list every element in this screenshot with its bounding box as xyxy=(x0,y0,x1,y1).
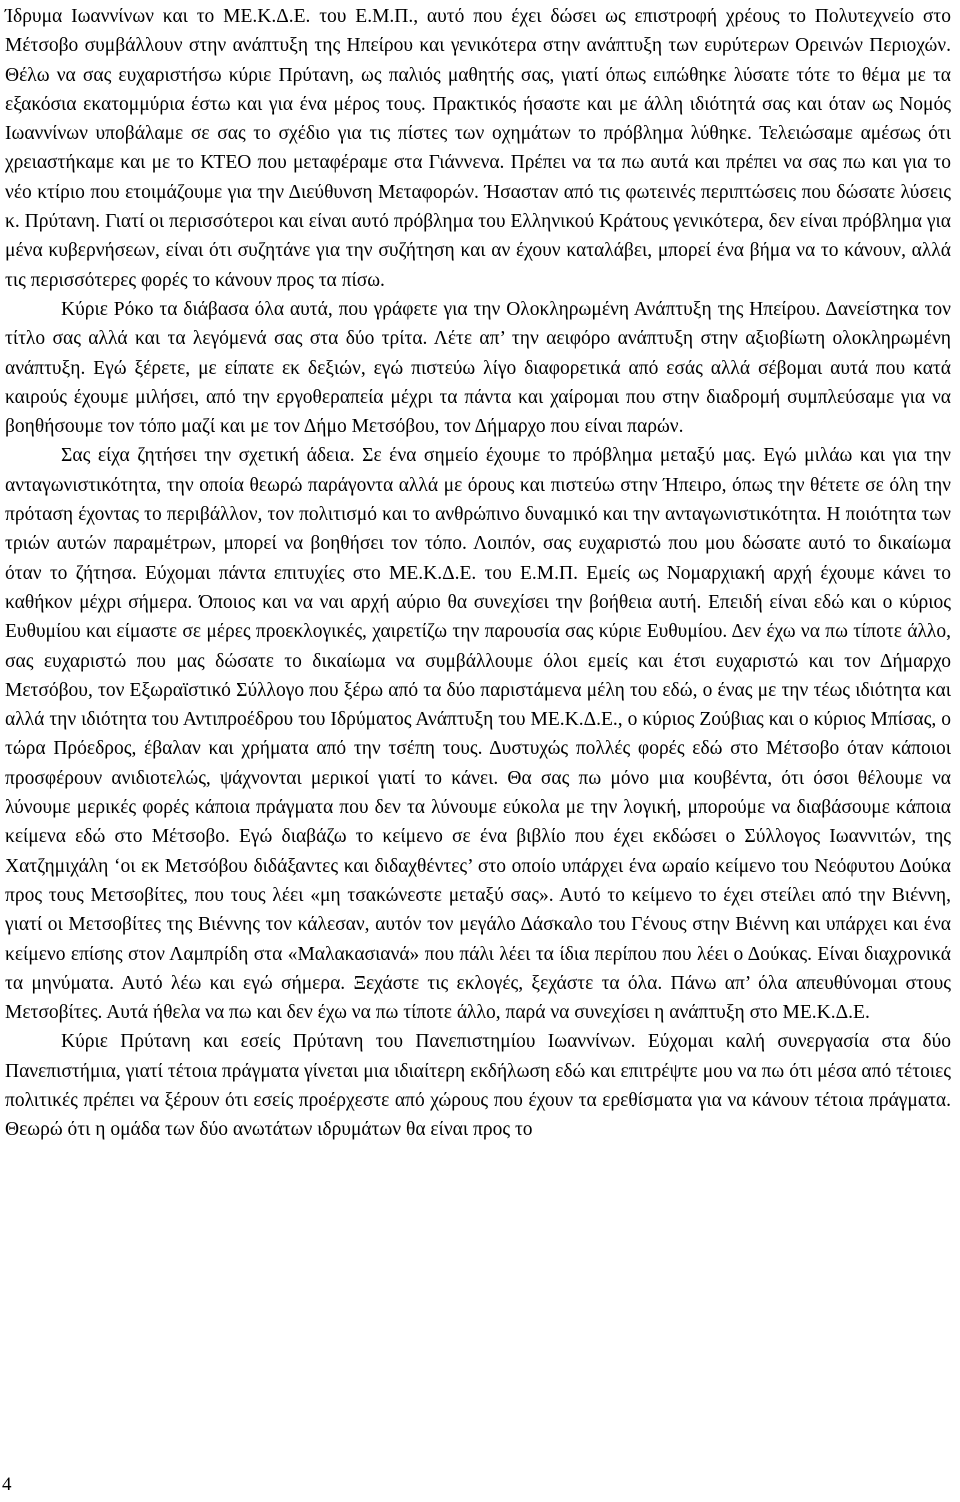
document-body xyxy=(5,2,951,1145)
paragraph-4: Κύριε Πρύτανη και εσείς Πρύτανη του Πανεπιστημίου Ιωαννίνων. Εύχομαι καλή συνεργασία στα δύο Πανεπιστήμια, γιατί τέτοια πράγματα γίνεται μια ιδιαίτερη εκδήλωση εδώ και επιτρέψτε μου να πω ότι μέσα από τέτοιες πολιτικές πρέπει να ξέρουν ότι εσείς προέρχεστε από χώρους που έχουν τα ερεθίσματα για να κάνουν τέτοια πράγματα. Θεωρώ ότι η ομάδα των δύο ανωτάτων ιδρυμάτων θα είναι προς το xyxy=(5,1031,951,1141)
paragraph-3: Σας είχα ζητήσει την σχετική άδεια. Σε ένα σημείο έχουμε το πρόβλημα μεταξύ μας. Εγώ μιλάω και για την ανταγωνιστικότητα, την οποία θεωρώ παράγοντα αλλά με όρους και πιστεύω στην Ήπειρο, όπως την θέτετε σε όλη την πρόταση έχοντας το περιβάλλον, τον πολιτισμό και το ανθρώπινο δυναμικό και την ανταγωνιστικότητα. Η ποιότητα των τριών αυτών παραμέτρων, μπορεί να βοηθήσει τον τόπο. Λοιπόν, σας ευχαριστώ που μου δώσατε αυτό το δικαίωμα όταν το ζήτησα. Εύχομαι πάντα επιτυχίες στο ΜΕ.Κ.Δ.Ε. του Ε.Μ.Π. Εμείς ως Νομαρχιακή αρχή έχουμε κάνει το καθήκον μέχρι σήμερα. Όποιος και να ναι αρχή αύριο θα συνεχίσει την βοήθεια αυτή. Επειδή είναι εδώ και ο κύριος Ευθυμίου και είμαστε σε μέρες προεκλογικές, χαιρετίζω την παρουσία σας κύριε Ευθυμίου. Δεν έχω να πω τίποτε άλλο, σας ευχαριστώ που μας δώσατε το δικαίωμα να συμβάλλουμε όλοι εμείς και έτσι ευχαριστώ και τον Δήμαρχο Μετσόβου, τον Εξωραϊστικό Σύλλογο που ξέρω από τα δύο παριστάμενα μέλη του εδώ, ο ένας με την τέως ιδιότητα και αλλά την ιδιότητα του Αντιπροέδρου του Ιδρύματος Ανάπτυξη του ΜΕ.Κ.Δ.Ε., ο κύριος Ζούβιας και ο κύριος Μπίσας, ο τώρα Πρόεδρος, έβαλαν και χρήματα από την τσέπη τους. Δυστυχώς πολλές φορές εδώ στο Μέτσοβο όταν κάποιοι προσφέρουν ανιδιοτελώς, ψάχνονται μερικοί γιατί το κάνει. Θα σας πω μόνο μια κουβέντα, ότι όσοι θέλουμε να λύνουμε μερικές φορές κάποια πράγματα που δεν τα λύνουμε εύκολα με την λογική, μπορούμε να διαβάσουμε κάποια κείμενα εδώ στο Μέτσοβο. Εγώ διαβάζω το κείμενο σε ένα βιβλίο που έχει εκδώσει ο Σύλλογος Ιωαννιτών, της Χατζημιχάλη ‘οι εκ Μετσόβου διδάξαντες και διδαχθέντες’ στο οποίο υπάρχει ένα ωραίο κείμενο του Νεόφυτου Δούκα προς τους Μετσοβίτες, που τους λέει «μη τσακώνεστε μεταξύ σας». Αυτό το κείμενο το έχει στείλει από την Βιέννη, γιατί οι Μετσοβίτες της Βιέννης τον κάλεσαν, αυτόν τον μεγάλο Δάσκαλο του Γένους στην Βιέννη και υπάρχει και ένα κείμενο επίσης στον Λαμπρίδη στα «Μαλακασιανά» που πάλι λέει τα ίδια περίπου που λέει ο Δούκας. Είναι διαχρονικά τα μηνύματα. Αυτό λέω και εγώ σήμερα. Ξεχάστε τις εκλογές, ξεχάστε τα όλα. Πάνω απ’ όλα απευθύνομαι στους Μετσοβίτες. Αυτά ήθελα να πω και δεν έχω να πω τίποτε άλλο, παρά να συνεχίσει η ανάπτυξη στο ΜΕ.Κ.Δ.Ε. xyxy=(5,445,951,1024)
page-number: 4 xyxy=(2,1474,12,1495)
paragraph-2: Κύριε Ρόκο τα διάβασα όλα αυτά, που γράφετε για την Ολοκληρωμένη Ανάπτυξη της Ηπείρου. Δανείστηκα τον τίτλο σας αλλά και τα λεγόμενά σας στα δύο τρίτα. Λέτε απ’ την αειφόρο ανάπτυξη στην αξιοβίωτη ολοκληρωμένη ανάπτυξη. Εγώ ξέρετε, με είπατε εκ δεξιών, εγώ πιστεύω λίγο διαφορετικά από εσάς αλλά σέβομαι αυτά που κατά καιρούς έχουμε μιλήσει, από την εργοθεραπεία μέχρι τα πάντα και χαίρομαι που στην διαδρομή συμπλεύσαμε για να βοηθήσουμε τον τόπο μαζί και με τον Δήμο Μετσόβου, τον Δήμαρχο που είναι παρών. xyxy=(5,298,951,438)
paragraph-1: Ίδρυμα Ιωαννίνων και το ΜΕ.Κ.Δ.Ε. του Ε.Μ.Π., αυτό που έχει δώσει ως επιστροφή χρέους το Πολυτεχνείο στο Μέτσοβο συμβάλλουν στην ανάπτυξη της Ηπείρου και γενικότερα στην ανάπτυξη των ευρύτερων Ορεινών Περιοχών. Θέλω να σας ευχαριστήσω κύριε Πρύτανη, ως παλιός μαθητής σας, γιατί όπως ειπώθηκε λύσατε τότε το θέμα με τα εξακόσια εκατομμύρια έστω και για ένα μέρος τους. Πρακτικός ήσαστε και με άλλη ιδιότητά σας και όταν ως Νομός Ιωαννίνων υποβάλαμε σε σας το σχέδιο για τις πίστες των οχημάτων το πρόβλημα λύθηκε. Τελειώσαμε αμέσως ότι χρειαστήκαμε και με το ΚΤΕΟ που μεταφέραμε στα Γιάννενα. Πρέπει να τα πω αυτά και πρέπει να σας πω και για το νέο κτίριο που ετοιμάζουμε για την Διεύθυνση Μεταφορών. Ήσασταν από τις φωτεινές περιπτώσεις που δώσατε λύσεις κ. Πρύτανη. Γιατί οι περισσότεροι και είναι αυτό πρόβλημα του Ελληνικού Κράτους γενικότερα, δεν είναι πρόβλημα για μένα κυβερνήσεων, είναι ότι συζητάνε για την συζήτηση και αν έχουν καταλάβει, μπορεί ένα βήμα να το κάνουν, αλλά τις περισσότερες φορές το κάνουν προς τα πίσω. xyxy=(5,6,951,291)
